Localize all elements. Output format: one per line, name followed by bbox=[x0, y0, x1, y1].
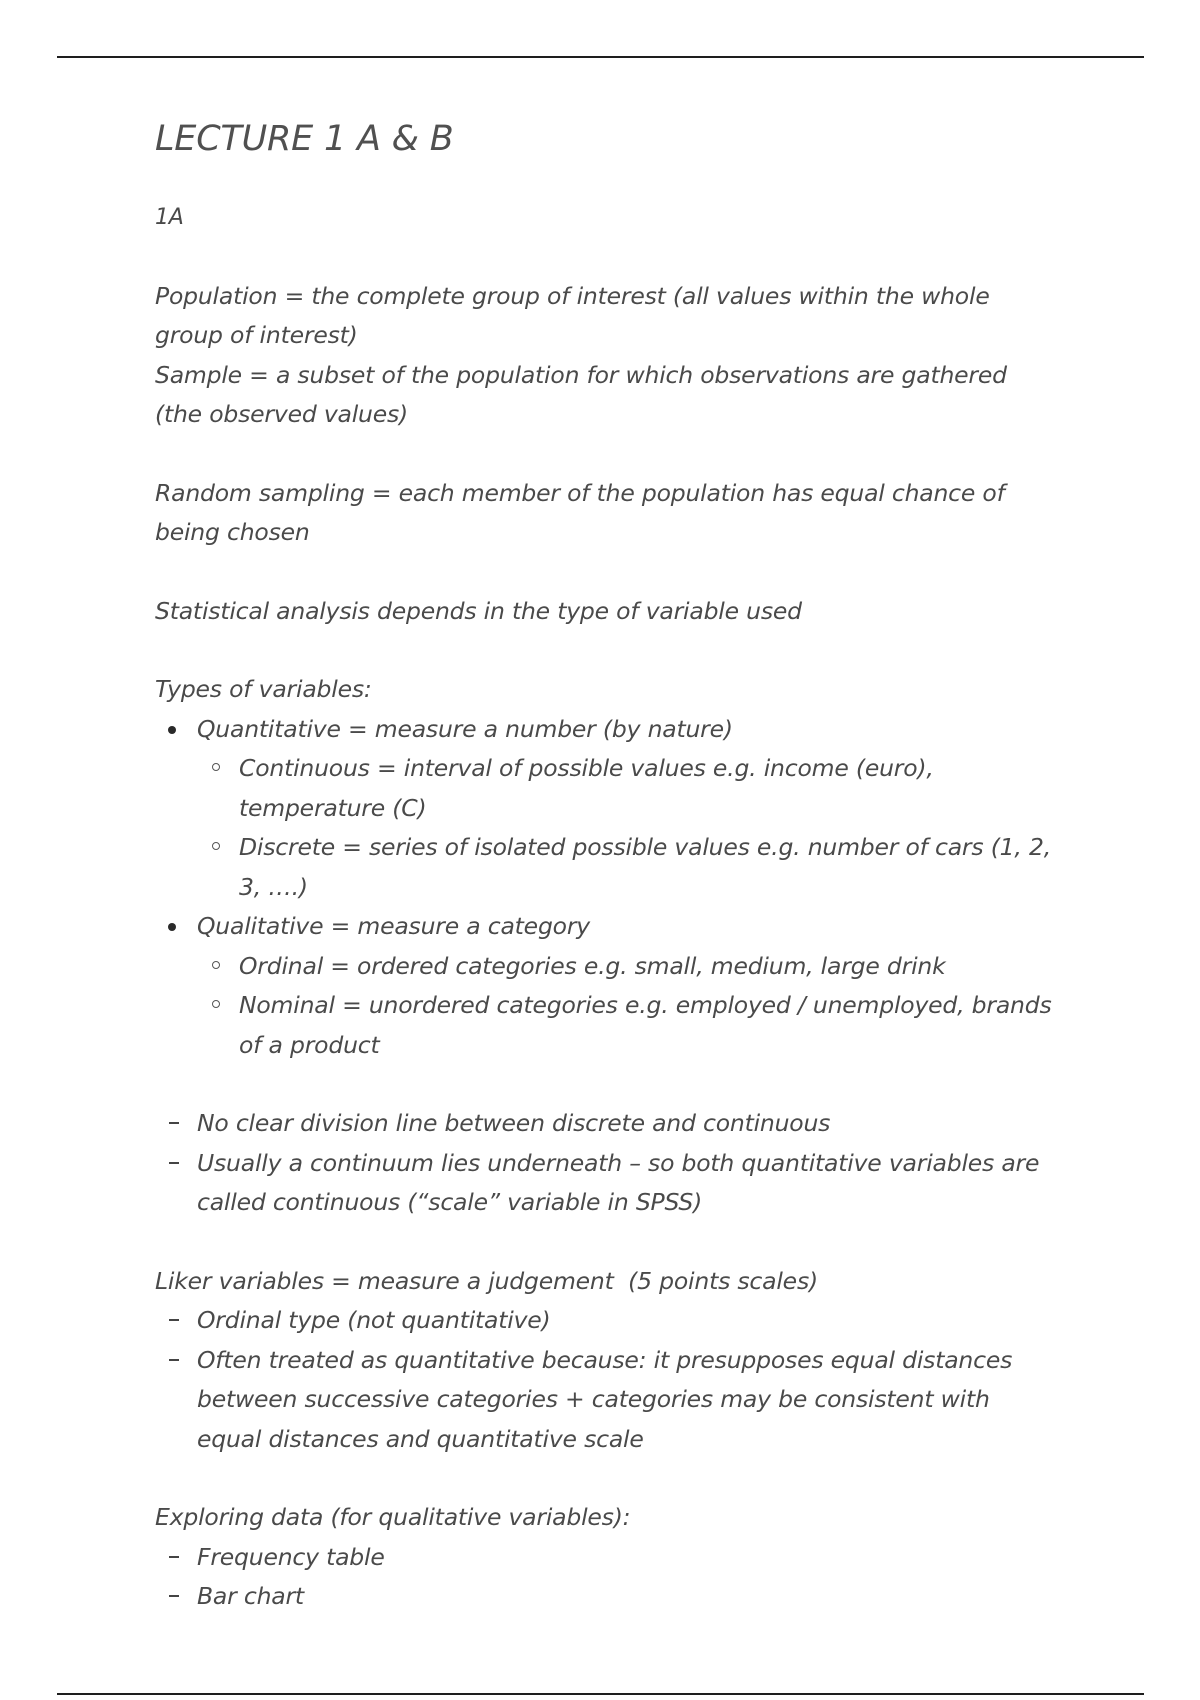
exploring-list bbox=[155, 1538, 1055, 1617]
variable-types-block bbox=[155, 670, 1055, 1065]
list-item bbox=[197, 947, 1055, 987]
bullet-icon bbox=[168, 923, 176, 931]
notes-block bbox=[155, 1104, 1055, 1223]
variable-types-list bbox=[155, 710, 1055, 1066]
circle-bullet-icon bbox=[212, 1000, 220, 1008]
liker-heading: Liker variables = measure a judgement (5 points scales) bbox=[155, 1266, 818, 1295]
list-item bbox=[155, 1577, 1055, 1617]
dash-bullet-icon bbox=[169, 1556, 179, 1558]
type-quantitative: Quantitative = measure a number (by nature) bbox=[197, 714, 733, 743]
liker-list bbox=[155, 1301, 1055, 1459]
subtype-discrete: Discrete = series of isolated possible values e.g. number of cars (1, 2, 3, ….) bbox=[239, 833, 1051, 901]
exploring-point: Frequency table bbox=[197, 1542, 385, 1571]
circle-bullet-icon bbox=[212, 961, 220, 969]
subtype-continuous: Continuous = interval of possible values e.g. income (euro), temperature (C) bbox=[239, 754, 934, 822]
subtype-ordinal: Ordinal = ordered categories e.g. small, medium, large drink bbox=[239, 951, 946, 980]
list-item bbox=[155, 1538, 1055, 1578]
type-qualitative: Qualitative = measure a category bbox=[197, 912, 591, 940]
list-item bbox=[155, 1341, 1055, 1460]
exploring-heading: Exploring data (for qualitative variables): bbox=[155, 1503, 631, 1531]
circle-bullet-icon bbox=[212, 763, 220, 771]
dash-bullet-icon bbox=[169, 1359, 179, 1361]
statistical-analysis-block bbox=[155, 592, 1055, 632]
bottom-divider bbox=[57, 1693, 1144, 1695]
subtype-nominal: Nominal = unordered categories e.g. employed / unemployed, brands of a product bbox=[239, 991, 1052, 1059]
list-item bbox=[197, 986, 1055, 1065]
notes-list bbox=[155, 1104, 1055, 1223]
dash-bullet-icon bbox=[169, 1122, 179, 1124]
note-text: Usually a continuum lies underneath – so both quantitative variables are called continuous (“scale” variable in SPSS) bbox=[197, 1148, 1040, 1216]
list-item bbox=[155, 710, 1055, 908]
liker-block bbox=[155, 1262, 1055, 1460]
list-item bbox=[197, 749, 1055, 828]
list-item bbox=[155, 1144, 1055, 1223]
note-text: No clear division line between discrete and continuous bbox=[197, 1109, 831, 1137]
statistical-analysis-text: Statistical analysis depends in the type of variable used bbox=[155, 596, 802, 625]
page-title: LECTURE 1 A & B bbox=[155, 119, 454, 159]
definition-sample: Sample = a subset of the population for which observations are gathered (the observed values) bbox=[155, 360, 1007, 428]
list-item bbox=[197, 828, 1055, 907]
liker-point: Often treated as quantitative because: it presupposes equal distances between successive categories + categories may be consistent with equal distances and quantitative scale bbox=[197, 1345, 1013, 1453]
exploring-point: Bar chart bbox=[197, 1582, 304, 1610]
random-sampling-text: Random sampling = each member of the population has equal chance of being chosen bbox=[155, 478, 1005, 546]
list-item bbox=[155, 1104, 1055, 1144]
liker-point: Ordinal type (not quantitative) bbox=[197, 1306, 551, 1334]
dash-bullet-icon bbox=[169, 1162, 179, 1164]
definition-population: Population = the complete group of interest (all values within the whole group of interest) bbox=[155, 281, 990, 349]
dash-bullet-icon bbox=[169, 1319, 179, 1321]
random-sampling-block bbox=[155, 474, 1055, 553]
circle-bullet-icon bbox=[212, 842, 220, 850]
list-item bbox=[155, 907, 1055, 1065]
qualitative-subtypes bbox=[197, 947, 1055, 1066]
dash-bullet-icon bbox=[169, 1595, 179, 1597]
definitions-block bbox=[155, 277, 1055, 435]
section-label: 1A bbox=[155, 205, 184, 230]
document-body bbox=[155, 100, 1055, 1617]
types-heading: Types of variables: bbox=[155, 675, 372, 703]
exploring-block bbox=[155, 1498, 1055, 1617]
list-item bbox=[155, 1301, 1055, 1341]
quantitative-subtypes bbox=[197, 749, 1055, 907]
top-divider bbox=[57, 56, 1144, 58]
bullet-icon bbox=[168, 726, 176, 734]
